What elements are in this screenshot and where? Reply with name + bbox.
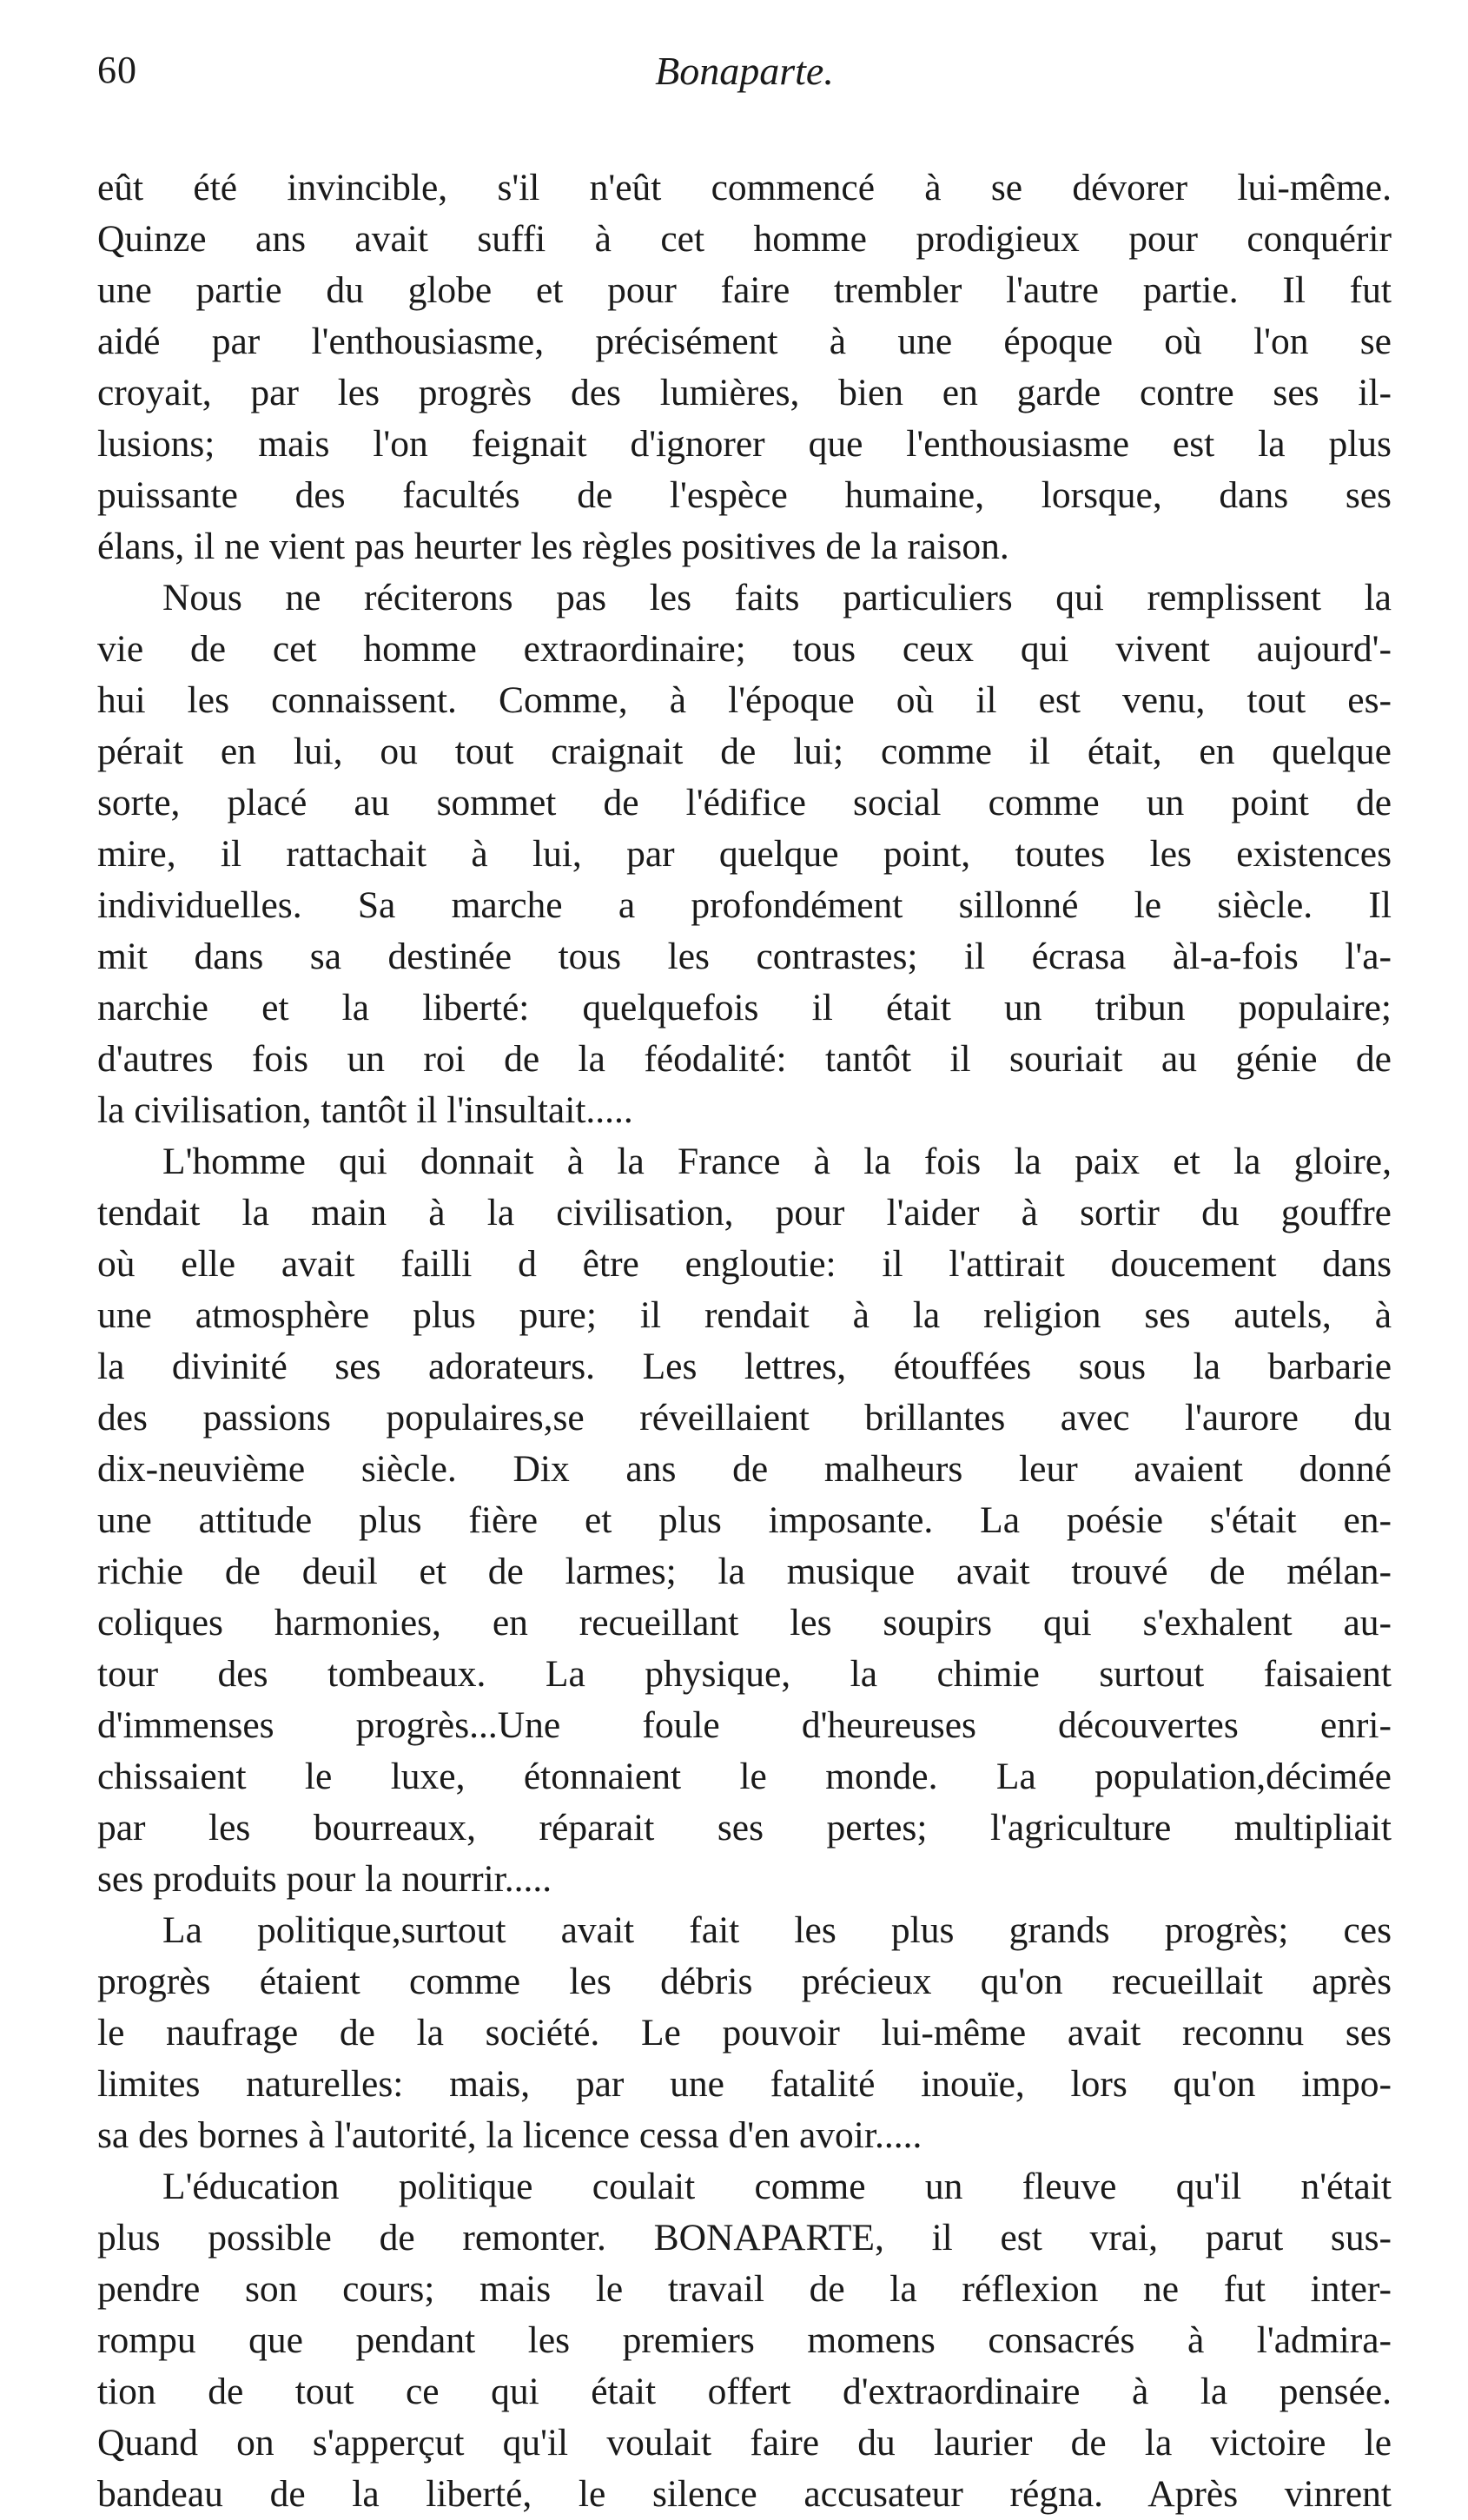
paragraph-first-line: L'homme qui donnait à la France à la fois la paix et la gloire, xyxy=(162,1141,1392,1182)
text-line: lusions; mais l'on feignait d'ignorer que l'enthousiasme est la plus xyxy=(97,423,1392,465)
text-line: eût été invincible, s'il n'eût commencé à se dévorer lui-même. xyxy=(97,167,1392,208)
text-line: sa des bornes à l'autorité, la licence cessa d'en avoir..... xyxy=(97,2114,922,2156)
text-line: mire, il rattachait à lui, par quelque point, toutes les existences xyxy=(97,833,1392,875)
text-line: vie de cet homme extraordinaire; tous ceux qui vivent aujourd'- xyxy=(97,628,1392,670)
text-line: la civilisation, tantôt il l'insultait..... xyxy=(97,1089,633,1131)
paragraph-first-line: Nous ne réciterons pas les faits particuliers qui remplissent la xyxy=(162,577,1392,618)
text-line: mit dans sa destinée tous les contrastes; il écrasa àl-a-fois l'a- xyxy=(97,936,1392,977)
book-page xyxy=(97,48,1392,2520)
text-line: bandeau de la liberté, le silence accusateur régna. Après vinrent xyxy=(97,2473,1392,2515)
text-line: pérait en lui, ou tout craignait de lui; comme il était, en quelque xyxy=(97,731,1392,772)
text-line: tour des tombeaux. La physique, la chimie surtout faisaient xyxy=(97,1653,1392,1695)
text-line: une partie du globe et pour faire trembler l'autre partie. Il fut xyxy=(97,269,1392,311)
text-line: narchie et la liberté: quelquefois il était un tribun populaire; xyxy=(97,987,1392,1029)
text-line: plus possible de remonter. BONAPARTE, il est vrai, parut sus- xyxy=(97,2217,1392,2259)
text-line: dix-neuvième siècle. Dix ans de malheurs leur avaient donné xyxy=(97,1448,1392,1490)
text-line: chissaient le luxe, étonnaient le monde. La population,décimée xyxy=(97,1756,1392,1797)
text-line: Quinze ans avait suffi à cet homme prodigieux pour conquérir xyxy=(97,218,1392,260)
text-line: tendait la main à la civilisation, pour l'aider à sortir du gouffre xyxy=(97,1192,1392,1234)
text-line: une attitude plus fière et plus imposante. La poésie s'était en- xyxy=(97,1499,1392,1541)
text-line: croyait, par les progrès des lumières, bien en garde contre ses il- xyxy=(97,372,1392,413)
text-line: rompu que pendant les premiers momens consacrés à l'admira- xyxy=(97,2319,1392,2361)
text-line: sorte, placé au sommet de l'édifice social comme un point de xyxy=(97,782,1392,823)
text-line: aidé par l'enthousiasme, précisément à une époque où l'on se xyxy=(97,321,1392,362)
text-line: pendre son cours; mais le travail de la réflexion ne fut inter- xyxy=(97,2268,1392,2310)
text-line: une atmosphère plus pure; il rendait à la religion ses autels, à xyxy=(97,1294,1392,1336)
text-line: la divinité ses adorateurs. Les lettres, étouffées sous la barbarie xyxy=(97,1346,1392,1387)
text-line: d'immenses progrès...Une foule d'heureuses découvertes enri- xyxy=(97,1704,1392,1746)
text-line: progrès étaient comme les débris précieux qu'on recueillait après xyxy=(97,1961,1392,2002)
text-line: d'autres fois un roi de la féodalité: tantôt il souriait au génie de xyxy=(97,1038,1392,1080)
text-line: élans, il ne vient pas heurter les règles positives de la raison. xyxy=(97,526,1009,567)
text-line: tion de tout ce qui était offert d'extraordinaire à la pensée. xyxy=(97,2371,1392,2412)
paragraph-first-line: L'éducation politique coulait comme un fleuve qu'il n'était xyxy=(162,2166,1392,2207)
body-text xyxy=(97,162,1392,2520)
text-line: coliques harmonies, en recueillant les soupirs qui s'exhalent au- xyxy=(97,1602,1392,1644)
running-head xyxy=(97,48,1392,109)
text-line: ses produits pour la nourrir..... xyxy=(97,1858,552,1900)
page-number: 60 xyxy=(97,49,137,91)
text-line: où elle avait failli d être engloutie: il l'attirait doucement dans xyxy=(97,1243,1392,1285)
text-line: limites naturelles: mais, par une fatalité inouïe, lors qu'on impo- xyxy=(97,2063,1392,2105)
text-line: hui les connaissent. Comme, à l'époque où il est venu, tout es- xyxy=(97,679,1392,721)
text-line: richie de deuil et de larmes; la musique avait trouvé de mélan- xyxy=(97,1551,1392,1592)
text-line: individuelles. Sa marche a profondément sillonné le siècle. Il xyxy=(97,884,1392,926)
running-title: Bonaparte. xyxy=(655,49,834,93)
text-line: le naufrage de la société. Le pouvoir lui-même avait reconnu ses xyxy=(97,2012,1392,2054)
text-line: des passions populaires,se réveillaient brillantes avec l'aurore du xyxy=(97,1397,1392,1439)
text-line: Quand on s'apperçut qu'il voulait faire du laurier de la victoire le xyxy=(97,2422,1392,2464)
text-line: par les bourreaux, réparait ses pertes; l'agriculture multipliait xyxy=(97,1807,1392,1849)
text-line: puissante des facultés de l'espèce humaine, lorsque, dans ses xyxy=(97,474,1392,516)
paragraph-first-line: La politique,surtout avait fait les plus grands progrès; ces xyxy=(162,1909,1392,1951)
